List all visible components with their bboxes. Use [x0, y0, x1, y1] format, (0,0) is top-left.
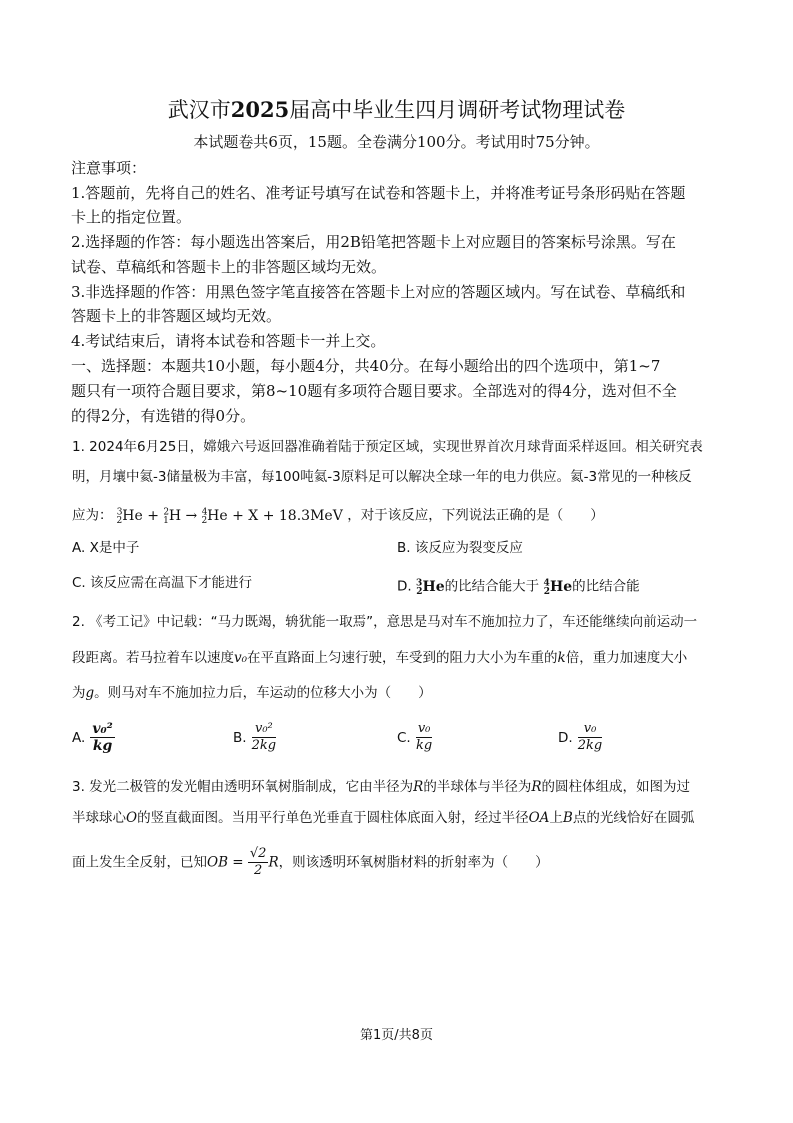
q2-option-c-den: kg [415, 738, 433, 753]
notes-heading: 注意事项： [71, 159, 147, 177]
q2-var-v0: v₀ [234, 650, 248, 666]
q1-he3-symbol: $^3_2$He [415, 578, 445, 598]
q2-line-2-c: 倍，重力加速度大小 [565, 650, 688, 666]
title-year: 2025 [230, 97, 290, 122]
q2-line-2-b: 在平直路面上匀速行驶，车受到的阻力大小为车重的 [247, 650, 558, 666]
q1-reaction-equation: $^3_2$He + $^2_1$H → $^4_2$He + X + 18.3MeV [116, 507, 343, 527]
exam-subtitle: 本试题卷共6页，15题。全卷满分100分。考试用时75分钟。 [193, 133, 600, 151]
note-2-line-1: 2.选择题的作答：每小题选出答案后，用2B铅笔把答题卡上对应题目的答案标号涂黑。写在 [71, 233, 676, 251]
q2-option-b [233, 721, 276, 754]
q1-line-1: 1. 2024年6月25日，嫦娥六号返回器准确着陆于预定区域，实现世界首次月球背面采样返回。相关研究表 [72, 439, 703, 455]
section-1-line-3: 的得2分，有选错的得0分。 [71, 407, 256, 425]
q1-he4-symbol: $^4_2$He [543, 578, 573, 598]
q3-var-r3: R [268, 854, 279, 871]
q1-line-3-suffix: ，对于该反应，下列说法正确的是（ ） [347, 507, 604, 524]
q1-option-d-suffix: 的比结合能 [572, 578, 640, 595]
section-1-line-2: 题只有一项符合题目要求，第8~10题有多项符合题目要求。全部选对的得4分，选对但不全 [71, 382, 677, 400]
q3-fraction-sqrt2-over-2 [248, 846, 269, 879]
q1-option-d-mid: 的比结合能大于 [444, 578, 540, 595]
q3-var-b: B [562, 810, 573, 826]
q1-option-d [397, 573, 640, 602]
note-2-line-2: 试卷、草稿纸和答题卡上的非答题区域均无效。 [71, 258, 387, 276]
q2-option-d-num: v₀ [578, 721, 602, 738]
q3-line-3 [72, 846, 549, 879]
exam-title [0, 97, 793, 123]
q2-option-d-den: 2kg [577, 738, 603, 753]
title-city: 武汉市 [167, 98, 231, 122]
q3-fraction-den: 2 [254, 863, 263, 878]
q3-line-2-c: 上 [549, 810, 563, 826]
q2-option-a-den: kg [92, 738, 113, 754]
q2-option-c-label: C. [397, 730, 411, 746]
page-number: 第1页/共8页 [360, 1028, 433, 1043]
note-1-line-1: 1.答题前，先将自己的姓名、准考证号填写在试卷和答题卡上，并将准考证号条形码贴在答题 [71, 184, 686, 202]
q2-line-2 [72, 648, 687, 668]
q3-line-1 [72, 777, 690, 797]
q3-var-r2: R [531, 779, 542, 795]
q2-option-a-fraction [90, 721, 114, 754]
q3-line-3-b: ，则该透明环氧树脂材料的折射率为（ ） [278, 854, 549, 871]
note-4: 4.考试结束后，请将本试卷和答题卡一并上交。 [71, 332, 386, 350]
q1-equation-tail: + X + 18.3MeV [232, 507, 343, 524]
q2-line-2-a: 段距离。若马拉着车以速度 [72, 650, 234, 666]
title-rest: 届高中毕业生四月调研考试物理试卷 [289, 98, 626, 122]
note-3-line-1: 3.非选择题的作答：用黑色签字笔直接答在答题卡上对应的答题区域内。写在试卷、草稿纸和 [71, 283, 686, 301]
q1-line-2: 明，月壤中氦-3储量极为丰富，每100吨氦-3原料足可以解决全球一年的电力供应。氦-3常见的一种核反 [72, 469, 692, 485]
q2-line-3-a: 为 [72, 685, 86, 701]
q2-var-k: k [557, 650, 566, 666]
q2-option-c-fraction [416, 721, 433, 754]
q3-var-r1: R [413, 779, 424, 795]
q3-line-1-a: 3. 发光二极管的发光帽由透明环氧树脂制成，它由半径为 [72, 779, 414, 795]
q2-line-3-b: 。则马对车不施加拉力后，车运动的位移大小为（ ） [94, 685, 432, 701]
q2-option-d-label: D. [558, 730, 573, 746]
q2-option-d [558, 721, 602, 754]
q1-option-a: A. X是中子 [72, 540, 140, 556]
q1-line-3 [72, 502, 604, 531]
q2-option-d-fraction [578, 721, 602, 754]
q2-line-1: 2. 《考工记》中记载：“马力既竭，辀犹能一取焉”，意思是马对车不施加拉力了，车还能继续向前运动一 [72, 614, 698, 630]
q2-option-b-fraction [252, 721, 276, 754]
q2-option-a-label: A. [72, 730, 86, 746]
q2-line-3 [72, 683, 432, 703]
q1-line-3-prefix: 应为： [72, 507, 113, 524]
q3-line-2-b: 的竖直截面图。当用平行单色光垂直于圆柱体底面入射，经过半径 [137, 810, 529, 826]
q2-var-g: g [85, 685, 95, 701]
q3-line-2-a: 半球球心 [72, 810, 126, 826]
q3-var-oa: OA [528, 810, 550, 826]
q3-line-2 [72, 808, 694, 828]
q2-option-c [397, 721, 432, 754]
q3-line-2-d: 点的光线恰好在圆弧 [572, 810, 695, 826]
q2-option-b-label: B. [233, 730, 247, 746]
note-1-line-2: 卡上的指定位置。 [71, 208, 192, 226]
q3-var-o: O [126, 810, 138, 826]
q3-line-1-b: 的半球体与半径为 [423, 779, 532, 795]
q2-option-a [72, 721, 115, 754]
note-3-line-2: 答题卡上的非答题区域均无效。 [71, 307, 282, 325]
q2-option-a-num: v₀² [92, 721, 113, 737]
q2-option-c-num: v₀ [417, 721, 431, 736]
q1-option-b: B. 该反应为裂变反应 [397, 540, 523, 556]
q3-line-3-a: 面上发生全反射，已知 [72, 854, 207, 871]
q3-var-ob: OB = [207, 854, 244, 871]
q1-option-c: C. 该反应需在高温下才能进行 [72, 575, 253, 591]
q1-option-d-label: D. [397, 578, 412, 595]
q3-line-1-c: 的圆柱体组成，如图为过 [541, 779, 691, 795]
section-1-line-1: 一、选择题：本题共10小题，每小题4分，共40分。在每小题给出的四个选项中，第1~7 [71, 357, 661, 375]
q2-option-b-num: v₀² [252, 721, 276, 738]
q3-fraction-num: √2 [249, 846, 267, 861]
q2-option-b-den: 2kg [251, 738, 277, 753]
